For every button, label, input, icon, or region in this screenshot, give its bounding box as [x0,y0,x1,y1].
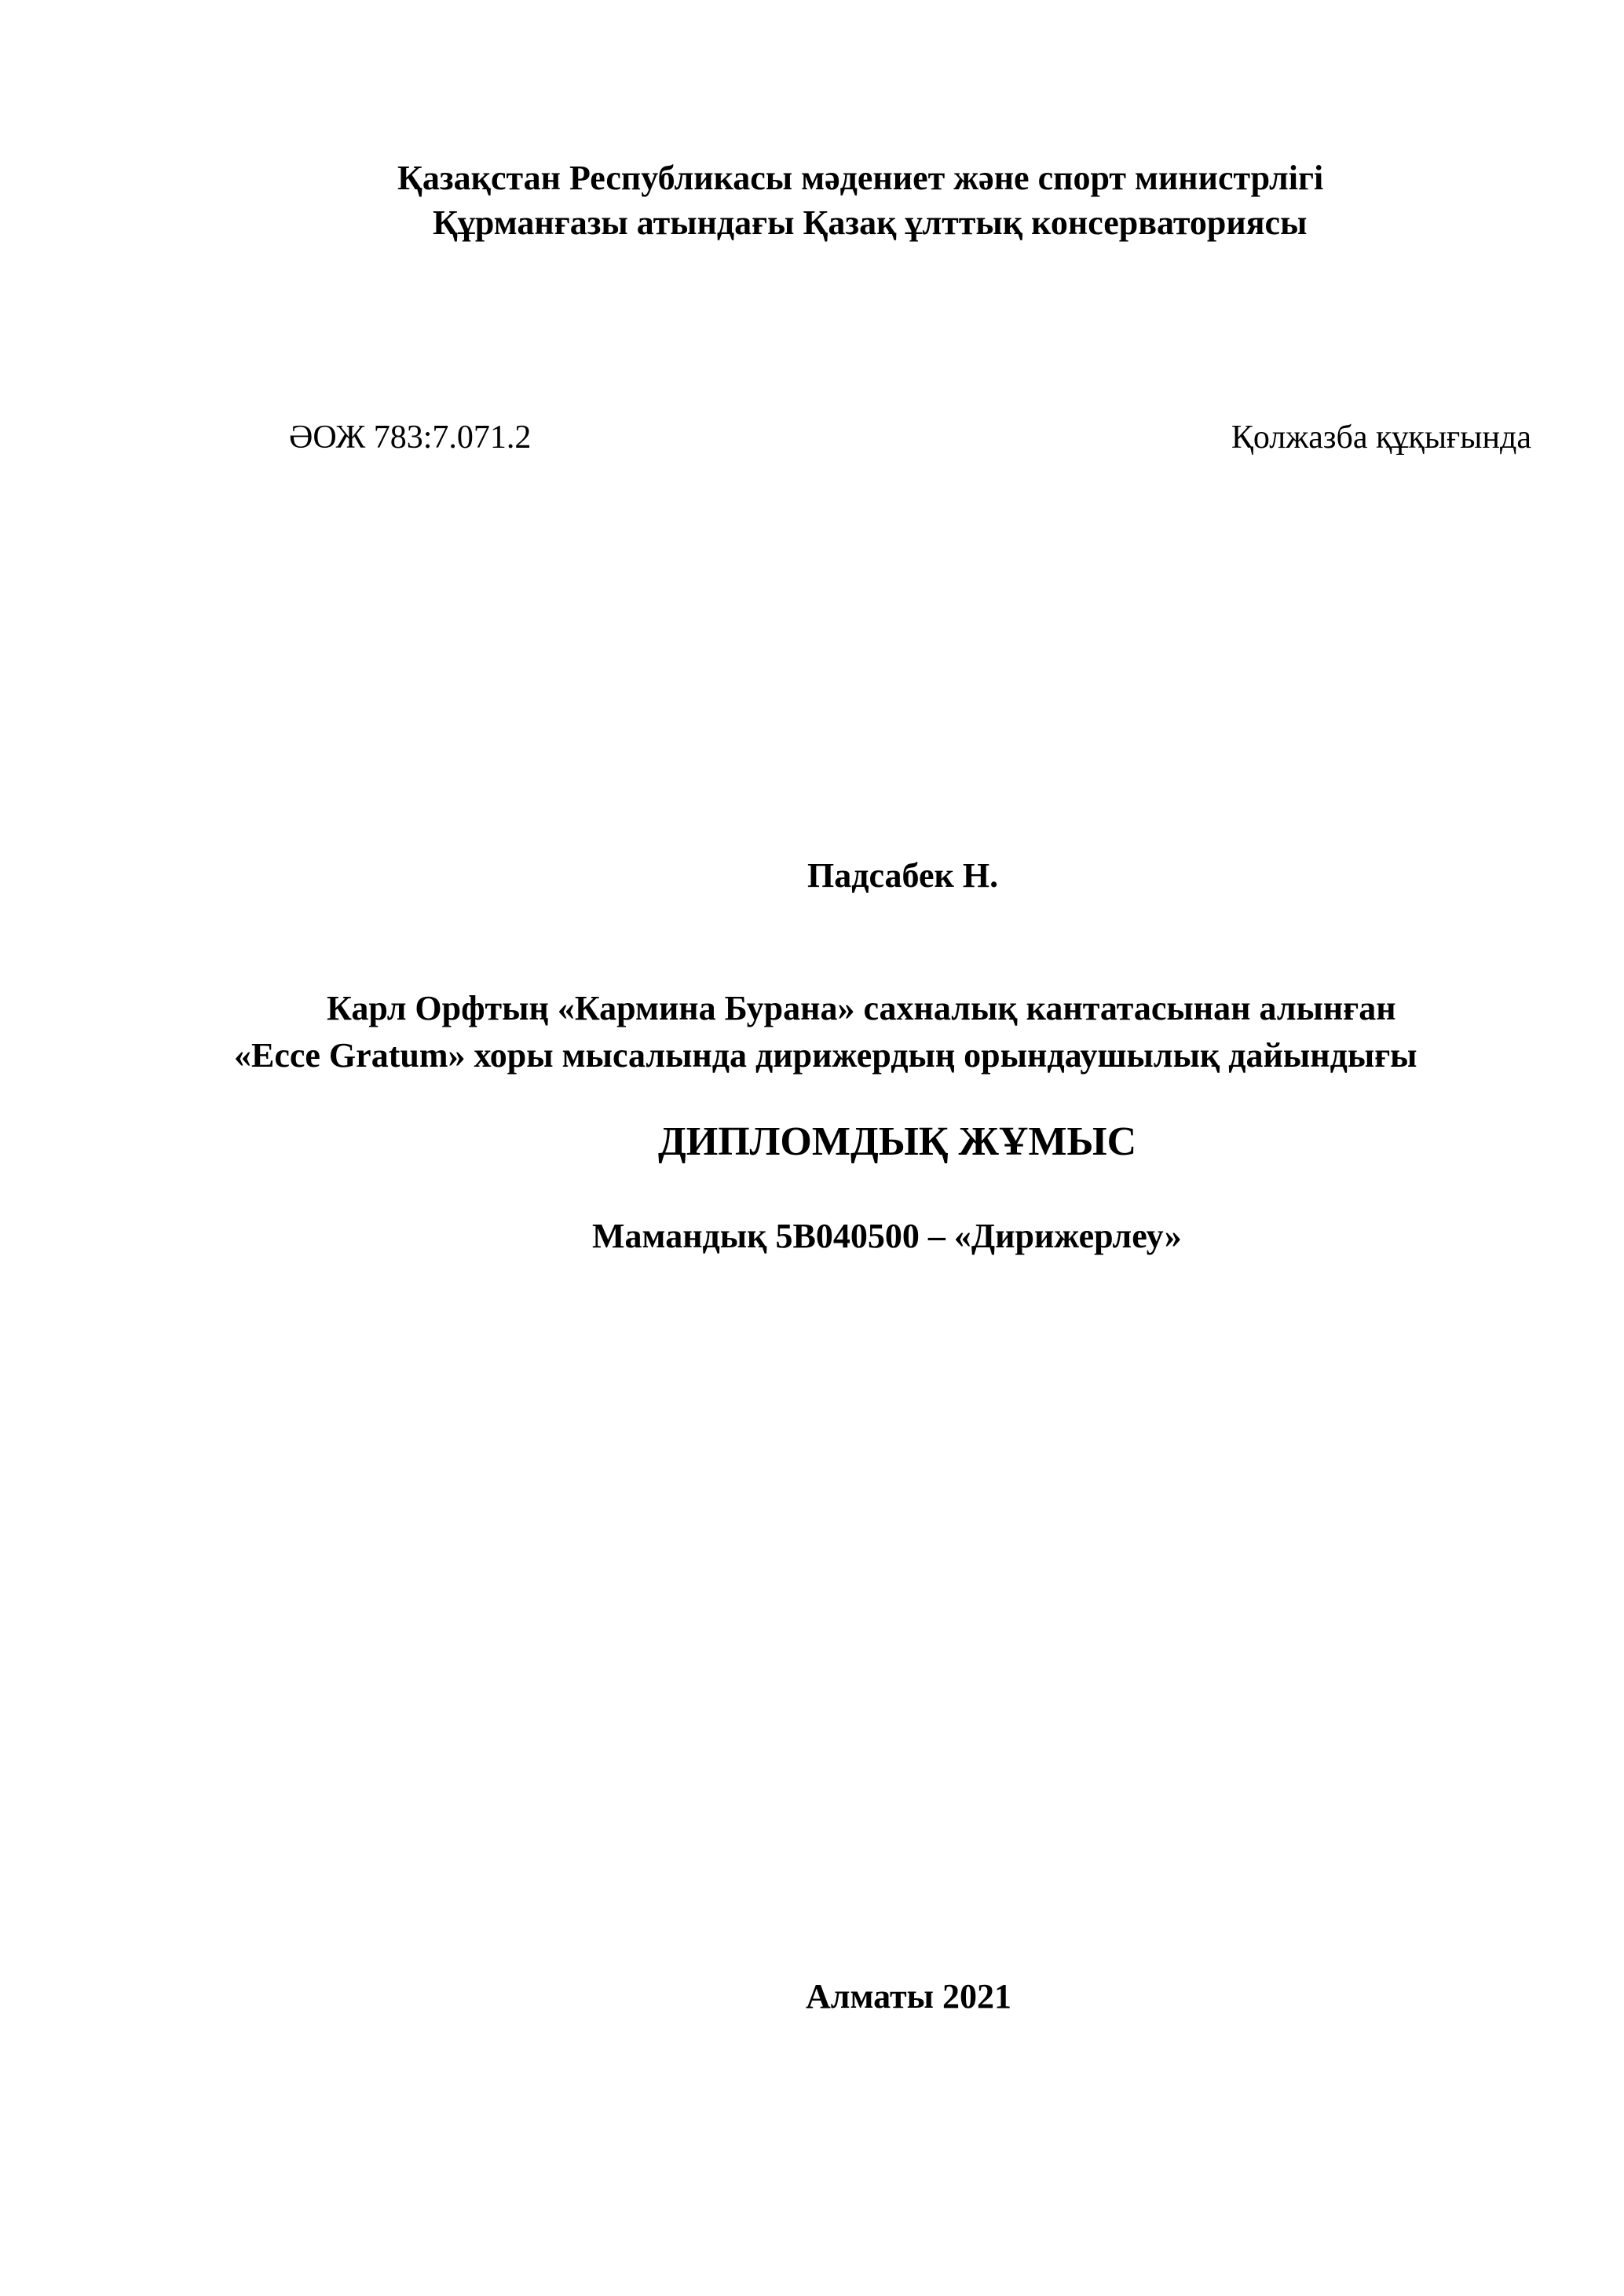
author-name: Падсабек Н. [807,856,999,895]
udc-code: ӘОЖ 783:7.071.2 [289,419,532,456]
ministry-heading: Қазақстан Республикасы мәдениет және спорт министрлігі [397,159,1324,197]
work-type-heading: ДИПЛОМДЫҚ ЖҰМЫС [658,1119,1137,1164]
city-year: Алматы 2021 [806,1977,1011,2016]
specialty-line: Мамандық 5В040500 – «Дирижерлеу» [592,1217,1182,1255]
thesis-title-line-1: Карл Орфтың «Кармина Бурана» сахналық кантатасынан алынған [327,989,1396,1027]
thesis-title-line-2: «Ecce Gratum» хоры мысалында дирижердың орындаушылық дайындығы [234,1036,1417,1075]
manuscript-rights-note: Қолжазба құқығында [1231,419,1531,456]
conservatory-heading: Құрманғазы атындағы Қазақ ұлттық консерваториясы [433,203,1308,242]
